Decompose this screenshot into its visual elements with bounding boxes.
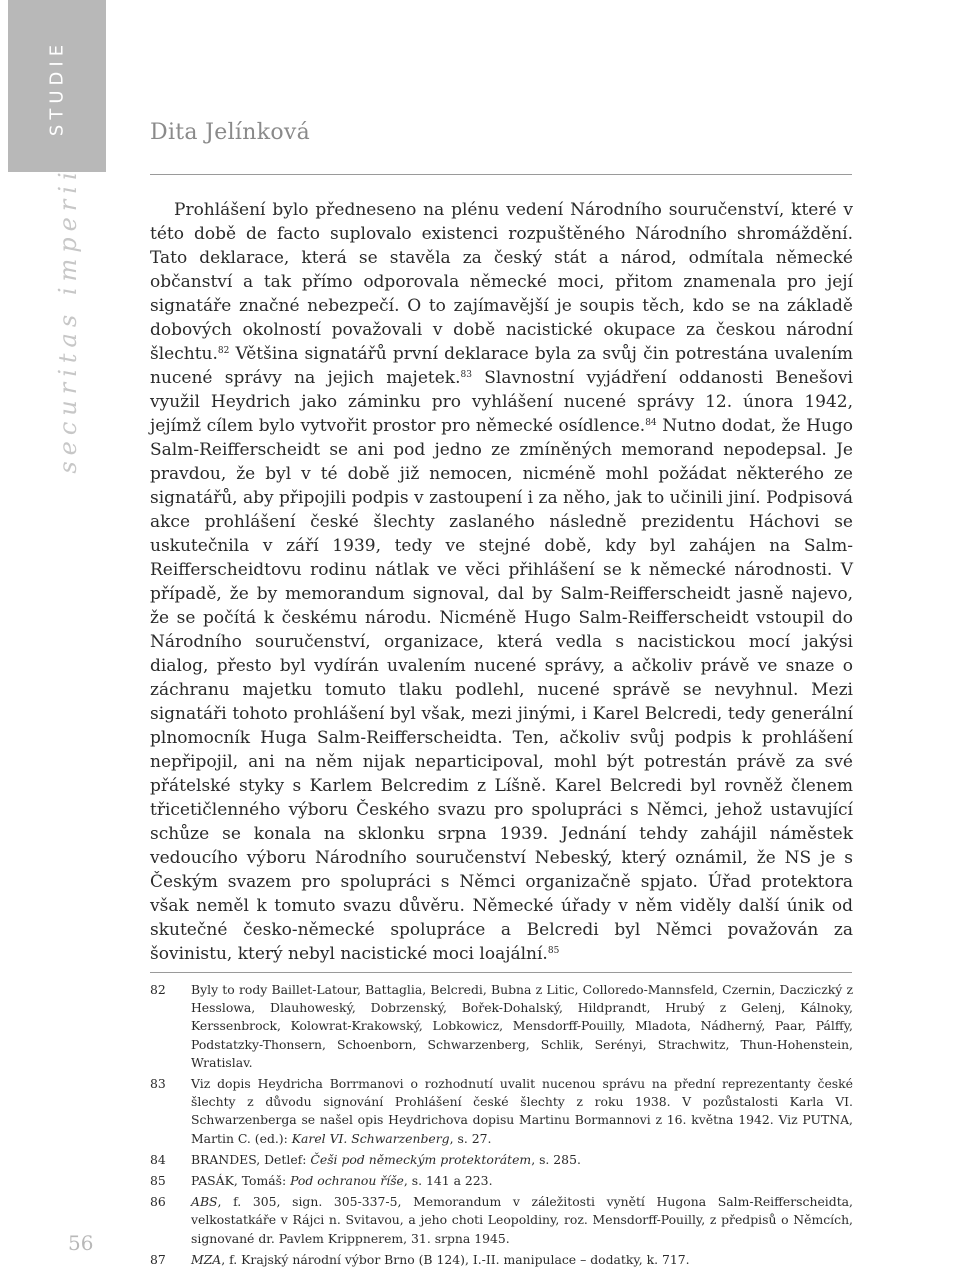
body-text: Prohlášení bylo předneseno na plénu vedení Národního souručenství, které v této době de facto suplovalo existenci rozpuštěného Národního shromáždění. Tato deklarace, která se stavěla za český stát a národ, odmítala německé občanství a tak přímo odporovala německé moci, přitom znamenala pro její signatáře značné nebezpečí. O to zajímavější je soupis těch, kdo se na základě dobových okolností považovali v době nacistické okupace za českou národní šlechtu. <box>150 200 853 364</box>
journal-name: securitas imperii <box>54 166 82 474</box>
footnotes <box>150 981 853 1269</box>
section-tab <box>8 0 106 172</box>
footnote-citation-title: Češi pod německým protektorátem <box>310 1151 532 1167</box>
footnote-citation-title: Pod ochranou říše <box>290 1173 404 1189</box>
footnote-text-main: , f. Krajský národní výbor Brno (B 124), I.-II. manipulace – dodatky, k. 717. <box>221 1251 690 1267</box>
footnote-number: 82 <box>150 982 166 997</box>
footnote-number: 85 <box>150 1173 166 1189</box>
footnote-ref-83[interactable]: 83 <box>460 370 472 380</box>
footnote-ref-82[interactable]: 82 <box>217 346 230 356</box>
footnote-number: 83 <box>150 1076 166 1092</box>
footnote-citation-title: Karel VI. Schwarzenberg <box>291 1130 450 1146</box>
footnote-85 <box>150 1172 853 1190</box>
footnote-86 <box>150 1193 853 1248</box>
page-number: 56 <box>68 1231 94 1255</box>
author-name: Dita Jelínková <box>150 120 311 145</box>
body-text: Většina signatářů první deklarace byla za svůj čin potrestána uvalením nucené správy na jejich majetek. <box>150 344 853 388</box>
footnote-ref-84[interactable]: 84 <box>645 418 657 428</box>
footnote-ref-85[interactable]: 85 <box>547 946 560 956</box>
footnote-87 <box>150 1251 853 1269</box>
footnote-text-main: Viz dopis Heydricha Borrmanovi o rozhodnutí uvalit nucenou správu na přední reprezentanty české šlechty z důvodu signování Prohlášení české šlechty z roku 1938. V pozůstalosti Karla VI. Schwarzenberga se našel opis Heydrichova dopisu Martinu Bormannovi z 16. května 1942. Viz PUTNA, Martin C. (ed.): <box>191 1076 853 1146</box>
body-paragraph <box>150 198 853 966</box>
body-text: Slavnostní vyjádření oddanosti Benešovi využil Heydrich jako záminku pro vyhlášení nucené správy 12. února 1942, jejímž cílem bylo vytvořit prostor pro německé osídlence. <box>150 368 853 436</box>
body-text: Nutno dodat, že Hugo Salm-Reifferscheidt se ani pod jedno ze zmíněných memorand nepodepsal. Je pravdou, že byl v té době již nemocen, nicméně mohl požádat některého ze signatářů, aby připojili podpis v zastoupení i za něho, jak to učinili jiní. Podpisová akce prohlášení české šlechty zaslaného následně prezidentu Háchovi se uskutečnila v září 1939, tedy ve stejné době, kdy byl zahájen na Salm-Reifferscheidtovu rodinu nátlak ve věci přihlášení se k německé národnosti. V případě, že by memorandum signoval, dal by Salm-Reifferscheidt jasně najevo, že se počítá k českému národu. Nicméně Hugo Salm-Reifferscheidt vstoupil do Národního souručenství, organizace, která vedla s nacistickou mocí jakýsi dialog, přesto byl vydírán uvalením nucené správy, a ačkoliv právě ve snaze o záchranu majetku tomuto tlaku podlehl, nucené správě se nevyhnul. Mezi signatáři tohoto prohlášení byl však, mezi jinými, i Karel Belcredi, tedy generální plnomocník Huga Salm-Reifferscheidta. Ten, ačkoliv svůj podpis k prohlášení nepřipojil, ani na něm nijak neparticipoval, mohl být potrestán právě za své přátelské styky s Karlem Belcredim z Líšně. Karel Belcredi byl rovněž členem třicetičlenného výboru Českého svazu pro spolupráci s Němci, jehož ustavující schůze se konala na sklonku srpna 1939. Jednání tehdy zahájil náměstek vedoucího výboru Národního souručenství Nebeský, který oznámil, že NS je s Českým svazem pro spolupráci s Němci organizačně spjato. Úřad protektora však neměl k tomuto svazu důvěru. Německé úřady v něm viděly další únik od skutečné česko-německé spolupráce a Belcredi byl Němci považován za šovinistu, který nebyl nacistické moci loajální. <box>150 416 853 964</box>
footnote-divider <box>150 972 852 973</box>
footnote-citation-title: ABS <box>191 1194 218 1210</box>
footnote-number: 86 <box>150 1194 166 1210</box>
footnote-text-tail: , s. 141 a 223. <box>403 1173 493 1189</box>
footnote-text <box>191 1251 853 1269</box>
footnote-text-main: , f. 305, sign. 305-337-5, Memorandum v záležitosti vynětí Hugona Salm-Reifferscheidta, velkostatkáře v Rájci n. Svitavou, a jeho choti Leopoldiny, roz. Mensdorff-Pouilly, z předpisů o Němcích, signované dr. Pavlem Krippnerem, 31. srpna 1945. <box>191 1194 853 1246</box>
footnote-number: 87 <box>150 1251 166 1267</box>
footnote-text-main: PASÁK, Tomáš: <box>191 1173 291 1189</box>
footnote-citation-title: MZA <box>191 1251 222 1267</box>
footnote-83 <box>150 1075 853 1148</box>
footnote-84 <box>150 1151 853 1169</box>
footnote-82 <box>150 981 853 1072</box>
footnote-text <box>191 1151 853 1169</box>
footnote-text: Byly to rody Baillet-Latour, Battaglia, Belcredi, Bubna z Litic, Colloredo-Mannsfeld, Czernin, Dacziczký z Hesslowa, Dlauhoweský, Dobrzenský, Bořek-Dohalský, Hildprandt, Hrubý z Gelenj, Kálnoky, Kerssenbrock, Kolowrat-Krakowský, Lobkowicz, Mensdorff-Pouilly, Mladota, Nádherný, Paar, Pálffy, Podstatzky-Thonsern, Schoenborn, Schwarzenberg, Schlik, Serényi, Strachwitz, Thun-Hohenstein, Wratislav. <box>191 982 853 1070</box>
footnote-text <box>191 1193 853 1248</box>
footnote-text-tail: , s. 285. <box>531 1151 581 1167</box>
header-divider <box>150 174 852 175</box>
section-label: STUDIE <box>46 39 68 137</box>
footnote-text-tail: , s. 27. <box>449 1130 492 1146</box>
footnote-text <box>191 1172 853 1190</box>
footnote-number: 84 <box>150 1151 166 1167</box>
footnote-text-main: BRANDES, Detlef: <box>191 1151 311 1167</box>
footnote-text <box>191 1075 853 1148</box>
